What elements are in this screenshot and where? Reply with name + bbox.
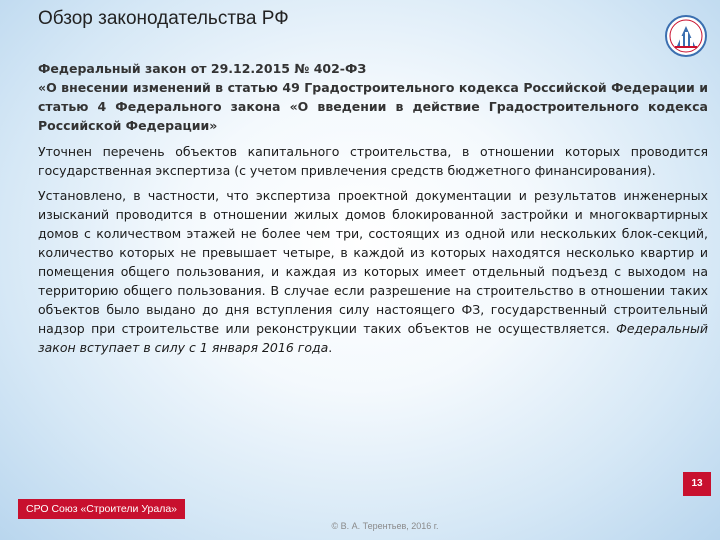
paragraph-1: Уточнен перечень объектов капитального строительства, в отношении которых проводится государственная экспертиза (с учетом привлечения средств бюджетного финансирования). bbox=[38, 143, 708, 178]
organization-logo-icon bbox=[664, 14, 708, 58]
page-number-badge: 13 bbox=[683, 472, 711, 496]
paragraph-2-text: Установлено, в частности, что экспертиза проектной документации и результатов инженерных изысканий проводится в отношении жилых домов блокированной застройки и многоквартирных домов с количеством этажей не более чем три, состоящих из одной или нескольких блок-секций, количество которых не превышает четыре, в каждой из которых находятся несколько квартир и помещения общего пользования, и каждая из которых имеет отдельный подъезд с выходом на территорию общего пользования. В случае если разрешение на строительство в отношении таких объектов было выдано до дня вступления силу настоящего ФЗ, государственный строительный надзор при строительстве или реконструкции таких объектов не осуществляется. bbox=[38, 188, 708, 336]
paragraph-2 bbox=[38, 187, 708, 357]
copyright-text: © В. А. Терентьев, 2016 г. bbox=[331, 521, 439, 531]
law-heading bbox=[38, 60, 708, 136]
organization-footer-label: СРО Союз «Строители Урала» bbox=[18, 499, 185, 519]
effective-date-note: Федеральный закон вступает в силу с 1 января 2016 года bbox=[38, 320, 708, 355]
paragraph-2-end: . bbox=[328, 339, 333, 355]
slide-title: Обзор законодательства РФ bbox=[38, 8, 289, 29]
law-heading-line1: Федеральный закон от 29.12.2015 № 402-ФЗ bbox=[38, 61, 367, 76]
law-heading-line2: «О внесении изменений в статью 49 Градостроительного кодекса Российской Федерации и статью 4 Федерального закона «О введении в действие Градостроительного кодекса Российской Федерации» bbox=[38, 79, 708, 133]
slide-content bbox=[38, 60, 708, 365]
